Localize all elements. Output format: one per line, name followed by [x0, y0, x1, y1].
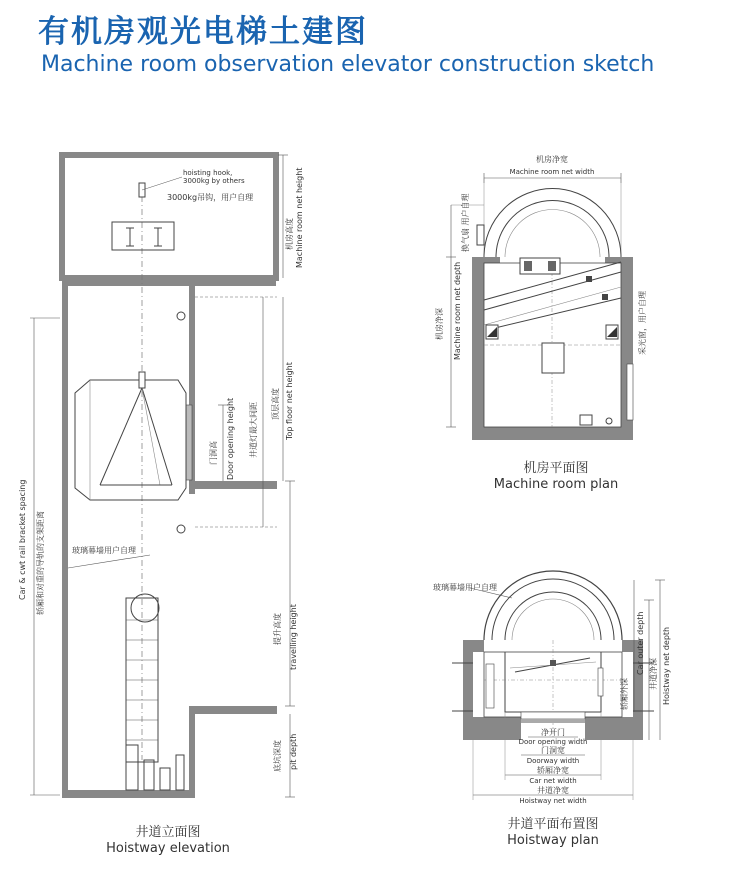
mr-caption-en: Machine room plan — [493, 477, 619, 492]
rail-spacing-cn: 轿厢和对重的导轨的支架距离 — [36, 511, 45, 615]
hw-plan-caption-en: Hoistway plan — [507, 833, 599, 848]
door-height-en: Door opening height — [226, 397, 235, 480]
page-title-cn: 有机房观光电梯土建图 — [38, 14, 368, 50]
mr-width-cn: 机房净宽 — [536, 155, 568, 164]
door-open-cn: 净开门 — [541, 728, 565, 737]
mr-depth-en: Machine room net depth — [453, 261, 462, 360]
skylight-cn: 采光窗，用户自理 — [638, 291, 647, 355]
travel-height-cn: 提升高度 — [273, 613, 282, 645]
pit-depth-en: pit depth — [289, 733, 298, 770]
car-outer-en: Car outer depth — [636, 611, 645, 675]
door-height-cn: 门洞高 — [209, 441, 218, 465]
pit-depth-cn: 底坑深度 — [273, 740, 282, 772]
floor-slab-upper — [195, 481, 277, 489]
elevation-caption-en: Hoistway elevation — [106, 841, 230, 856]
top-floor-cn: 顶层高度 — [271, 388, 280, 420]
top-floor-en: Top floor net height — [285, 362, 294, 440]
hw-width-cn: 井道净宽 — [537, 786, 569, 795]
door-open-en: Door opening width — [518, 738, 588, 746]
glass-note-plan: 玻璃幕墙用户自理 — [433, 583, 497, 592]
hook-cn: 3000kg吊钩，用户自理 — [167, 193, 254, 202]
hw-width-en: Hoistway net width — [519, 797, 587, 805]
hook-en-1: hoisting hook, — [183, 169, 233, 177]
mr-width-en: Machine room net width — [509, 168, 595, 176]
pit-floor — [62, 790, 195, 798]
car-outer-cn: 轿厢外深 — [620, 678, 629, 710]
machine-room-wall — [62, 155, 276, 278]
hook-en-2: 3000kg by others — [183, 177, 245, 185]
car-body — [75, 380, 186, 500]
hoistway-elevation — [30, 155, 295, 798]
vent-fan-cn: 换气扇 用户自理 — [461, 193, 470, 252]
car-width-cn: 轿厢净宽 — [537, 766, 569, 775]
lamp-spacing-cn: 井道灯最大间距 — [249, 402, 258, 458]
mr-height-en: Machine room net height — [295, 167, 304, 268]
floor-slab-lower — [195, 706, 277, 714]
elevation-caption-cn: 井道立面图 — [135, 825, 201, 840]
traction-machine — [112, 222, 174, 250]
hw-depth-cn: 井道净深 — [649, 658, 658, 690]
page-title-en: Machine room observation elevator construction sketch — [41, 52, 655, 77]
mr-caption-cn: 机房平面图 — [523, 461, 589, 476]
hw-plan-caption-cn: 井道平面布置图 — [507, 817, 599, 832]
glass-note-elev: 玻璃幕墙用户自理 — [72, 546, 136, 555]
mr-depth-cn: 机房净深 — [435, 308, 444, 340]
doorway-cn: 门洞宽 — [541, 746, 565, 755]
travel-height-en: travelling height — [289, 604, 298, 670]
hw-depth-en: Hoistway net depth — [662, 626, 671, 705]
car-width-en: Car net width — [529, 777, 577, 785]
rail-spacing-en: Car & cwt rail bracket spacing — [18, 479, 27, 600]
mr-height-cn: 机房高度 — [285, 218, 294, 250]
doorway-en: Doorway width — [526, 757, 580, 765]
machine-room-slab — [62, 276, 276, 286]
machine-room-plan — [446, 173, 633, 440]
